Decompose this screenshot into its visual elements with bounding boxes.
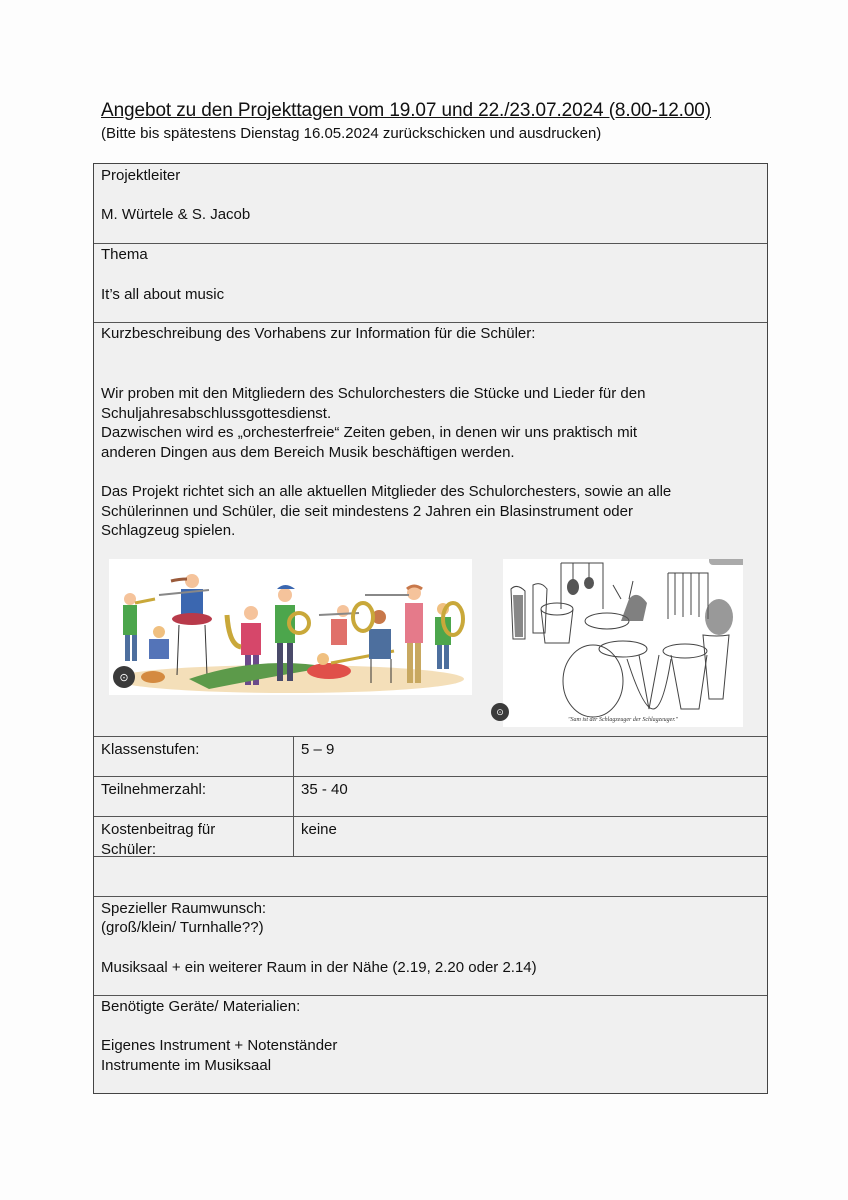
- source-tag: [709, 559, 743, 565]
- text-line: Schlagzeug spielen.: [101, 522, 236, 539]
- text-line: Dazwischen wird es „orchesterfreie“ Zeiten geben, in denen wir uns praktisch mit: [101, 424, 638, 441]
- text-line: anderen Dingen aus dem Bereich Musik beschäftigen werden.: [101, 443, 515, 461]
- row-teilnehmerzahl: [94, 777, 767, 817]
- row-materialien: [94, 996, 767, 1093]
- value-projektleiter: M. Würtele & S. Jacob: [101, 206, 251, 223]
- row-kostenbeitrag: [94, 817, 767, 857]
- lens-icon[interactable]: ⊙: [113, 666, 135, 688]
- label-beschreibung: Kurzbeschreibung des Vorhabens zur Information für die Schüler:: [101, 325, 536, 342]
- row-projektleiter: [94, 164, 767, 244]
- value-line: Eigenes Instrument + Notenständer: [101, 1037, 338, 1054]
- page-title: Angebot zu den Projekttagen vom 19.07 und 22./23.07.2024 (8.00-12.00): [101, 100, 711, 121]
- orchestra-illustration: [109, 559, 472, 695]
- lens-icon[interactable]: ⊙: [491, 703, 509, 721]
- label-projektleiter: Projektleiter: [101, 167, 181, 184]
- orchestra-drawing: [109, 559, 472, 695]
- drawing-caption: "Sam ist der Schlagzeuger der Schlagzeuger.": [567, 717, 679, 723]
- value-kostenbeitrag: keine: [301, 821, 337, 838]
- text-line: Wir proben mit den Mitgliedern des Schulorchesters die Stücke und Lieder für den: [101, 385, 646, 402]
- value-materialien: [101, 1036, 337, 1075]
- drummer-drawing: [496, 559, 743, 727]
- value-klassenstufen: 5 – 9: [301, 741, 335, 758]
- label-klassenstufen: Klassenstufen:: [101, 741, 200, 758]
- row-empty: [94, 857, 767, 897]
- value-raumwunsch: Musiksaal + ein weiterer Raum in der Nähe (2.19, 2.20 oder 2.14): [101, 959, 537, 976]
- text-line: Das Projekt richtet sich an alle aktuellen Mitglieder des Schulorchesters, sowie an alle: [101, 483, 672, 500]
- label-raumwunsch: Spezieller Raumwunsch:: [101, 900, 267, 917]
- label-thema: Thema: [101, 246, 148, 263]
- row-klassenstufen: [94, 737, 767, 777]
- page-subtitle: (Bitte bis spätestens Dienstag 16.05.2024 zurückschicken und ausdrucken): [101, 125, 602, 142]
- beschreibung-paragraph-1: [101, 384, 645, 462]
- hint-raumwunsch: (groß/klein/ Turnhalle??): [101, 919, 264, 936]
- label-teilnehmerzahl: Teilnehmerzahl:: [101, 781, 207, 798]
- row-raumwunsch: [94, 897, 767, 996]
- text-line: Schülerinnen und Schüler, die seit mindestens 2 Jahren ein Blasinstrument oder: [101, 502, 633, 520]
- row-thema: [94, 244, 767, 323]
- label-line: Schüler:: [101, 840, 157, 858]
- text-line: Schuljahresabschlussgottesdienst.: [101, 404, 332, 422]
- project-form-table: [93, 163, 768, 1094]
- beschreibung-paragraph-2: [101, 482, 671, 541]
- label-kostenbeitrag: [101, 820, 215, 859]
- value-teilnehmerzahl: 35 - 40: [301, 781, 348, 798]
- value-line: Instrumente im Musiksaal: [101, 1056, 272, 1074]
- label-materialien: Benötigte Geräte/ Materialien:: [101, 998, 301, 1015]
- drum-set-sketch: [503, 559, 743, 727]
- label-line: Kostenbeitrag für: [101, 821, 216, 838]
- value-thema: It’s all about music: [101, 286, 225, 303]
- row-beschreibung: [94, 323, 767, 737]
